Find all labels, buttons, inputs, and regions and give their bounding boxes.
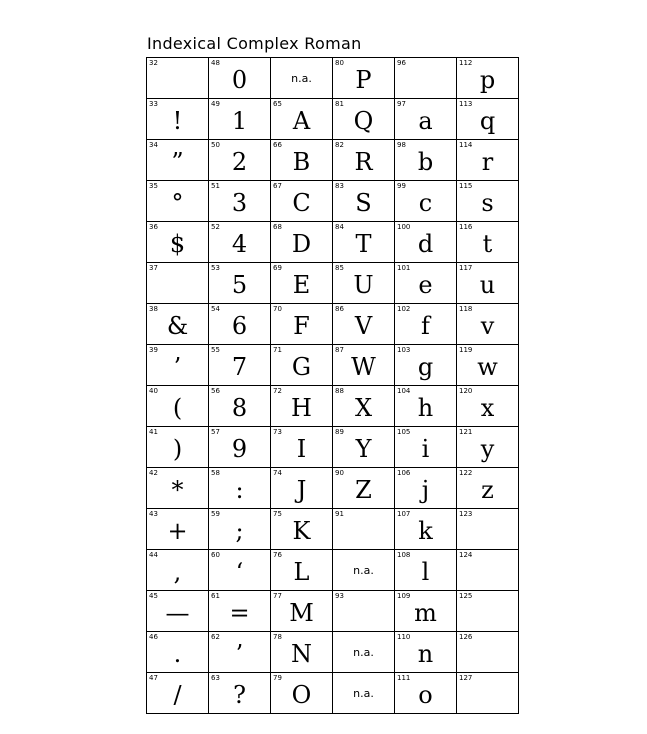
glyph: E xyxy=(292,271,311,299)
char-code: 39 xyxy=(149,346,158,354)
glyph: T xyxy=(355,230,372,258)
glyph: ’ xyxy=(235,640,244,668)
char-code: 124 xyxy=(459,551,473,559)
glyph-cell xyxy=(147,427,209,468)
glyph-cell xyxy=(457,99,519,140)
glyph-cell xyxy=(271,632,333,673)
glyph-cell xyxy=(271,263,333,304)
char-code: 84 xyxy=(335,223,344,231)
glyph-cell xyxy=(147,263,209,304)
glyph-cell xyxy=(333,386,395,427)
char-code: 63 xyxy=(211,674,220,682)
glyph-cell xyxy=(457,263,519,304)
glyph-cell xyxy=(147,509,209,550)
char-code: 99 xyxy=(397,182,406,190)
char-code: 116 xyxy=(459,223,473,231)
glyph: — xyxy=(165,599,190,627)
glyph-cell xyxy=(457,509,519,550)
char-code: 106 xyxy=(397,469,411,477)
glyph: D xyxy=(291,230,312,258)
glyph-cell xyxy=(395,673,457,714)
char-code: 81 xyxy=(335,100,344,108)
glyph: I xyxy=(296,435,307,463)
glyph-cell xyxy=(395,386,457,427)
glyph: 4 xyxy=(231,230,248,258)
char-code: 51 xyxy=(211,182,220,190)
glyph: * xyxy=(171,476,184,504)
glyph: 6 xyxy=(231,312,248,340)
glyph-cell xyxy=(271,509,333,550)
glyph-row xyxy=(147,345,519,386)
glyph: ’ xyxy=(173,353,182,381)
glyph-cell xyxy=(457,591,519,632)
char-code: 102 xyxy=(397,305,411,313)
glyph: ‘ xyxy=(235,558,244,586)
glyph: v xyxy=(480,312,495,340)
glyph-cell xyxy=(457,345,519,386)
glyph: & xyxy=(166,312,189,340)
char-code: 61 xyxy=(211,592,220,600)
glyph-cell xyxy=(457,632,519,673)
glyph-cell xyxy=(271,222,333,263)
char-code: 72 xyxy=(273,387,282,395)
glyph-cell xyxy=(333,591,395,632)
glyph-cell xyxy=(147,222,209,263)
glyph-cell xyxy=(209,509,271,550)
char-code: 70 xyxy=(273,305,282,313)
char-code: 49 xyxy=(211,100,220,108)
glyph-cell xyxy=(333,509,395,550)
glyph: y xyxy=(480,435,495,463)
glyph-cell xyxy=(209,99,271,140)
char-code: 62 xyxy=(211,633,220,641)
char-code: 114 xyxy=(459,141,473,149)
char-code: 73 xyxy=(273,428,282,436)
glyph: s xyxy=(481,189,494,217)
glyph-cell xyxy=(457,181,519,222)
glyph: g xyxy=(417,353,434,381)
char-code: 45 xyxy=(149,592,158,600)
glyph-cell xyxy=(271,591,333,632)
char-code: 54 xyxy=(211,305,220,313)
char-code: 113 xyxy=(459,100,473,108)
char-code: 111 xyxy=(397,674,411,682)
char-code: 117 xyxy=(459,264,473,272)
glyph: N xyxy=(291,640,312,668)
char-code: 55 xyxy=(211,346,220,354)
glyph-row xyxy=(147,427,519,468)
char-code: 82 xyxy=(335,141,344,149)
glyph: z xyxy=(481,476,494,504)
glyph: ; xyxy=(235,517,244,545)
glyph-cell xyxy=(395,140,457,181)
glyph-row xyxy=(147,58,519,99)
glyph-row xyxy=(147,591,519,632)
glyph-cell xyxy=(147,386,209,427)
glyph-cell xyxy=(395,99,457,140)
glyph-cell xyxy=(333,181,395,222)
glyph: S xyxy=(355,189,372,217)
glyph-cell xyxy=(271,181,333,222)
glyph-cell xyxy=(209,58,271,99)
char-code: 86 xyxy=(335,305,344,313)
glyph-cell xyxy=(147,99,209,140)
glyph-cell xyxy=(457,427,519,468)
glyph: . xyxy=(173,640,182,668)
glyph: 1 xyxy=(231,107,248,135)
glyph: h xyxy=(417,394,434,422)
glyph-cell xyxy=(209,468,271,509)
char-code: 115 xyxy=(459,182,473,190)
char-code: 60 xyxy=(211,551,220,559)
glyph-cell xyxy=(271,99,333,140)
glyph: X xyxy=(354,394,373,422)
char-code: 118 xyxy=(459,305,473,313)
char-code: 57 xyxy=(211,428,220,436)
char-code: 127 xyxy=(459,674,473,682)
glyph-cell xyxy=(395,304,457,345)
glyph: 5 xyxy=(231,271,248,299)
glyph-cell xyxy=(271,673,333,714)
glyph-row xyxy=(147,468,519,509)
char-code: 97 xyxy=(397,100,406,108)
char-code: 33 xyxy=(149,100,158,108)
char-code: 37 xyxy=(149,264,158,272)
glyph-cell xyxy=(395,427,457,468)
glyph-cell xyxy=(395,345,457,386)
char-code: 69 xyxy=(273,264,282,272)
glyph-cell xyxy=(271,140,333,181)
glyph: B xyxy=(292,148,311,176)
glyph-cell xyxy=(333,58,395,99)
glyph: K xyxy=(292,517,311,545)
glyph: ! xyxy=(172,107,183,135)
glyph: F xyxy=(293,312,310,340)
char-code: 35 xyxy=(149,182,158,190)
glyph-cell xyxy=(271,427,333,468)
glyph: J xyxy=(296,476,307,504)
glyph-cell xyxy=(209,222,271,263)
glyph-cell xyxy=(333,632,395,673)
glyph: R xyxy=(354,148,373,176)
char-code: 41 xyxy=(149,428,158,436)
glyph-cell xyxy=(395,181,457,222)
char-code: 56 xyxy=(211,387,220,395)
char-code: 100 xyxy=(397,223,411,231)
glyph: + xyxy=(167,517,188,545)
glyph-cell xyxy=(333,222,395,263)
glyph-cell xyxy=(333,427,395,468)
char-code: 90 xyxy=(335,469,344,477)
char-code: 125 xyxy=(459,592,473,600)
glyph: a xyxy=(418,107,433,135)
glyph-cell xyxy=(457,386,519,427)
glyph: C xyxy=(292,189,311,217)
glyph-cell xyxy=(209,550,271,591)
char-code: 36 xyxy=(149,223,158,231)
glyph-cell xyxy=(271,468,333,509)
glyph: 3 xyxy=(231,189,248,217)
glyph-row xyxy=(147,140,519,181)
glyph-cell xyxy=(457,550,519,591)
char-code: 67 xyxy=(273,182,282,190)
not-available-label: n.a. xyxy=(353,687,374,700)
glyph: L xyxy=(293,558,310,586)
glyph-cell xyxy=(209,181,271,222)
glyph: $ xyxy=(169,230,186,258)
glyph-row xyxy=(147,304,519,345)
glyph: = xyxy=(229,599,250,627)
glyph-cell xyxy=(209,632,271,673)
char-code: 91 xyxy=(335,510,344,518)
glyph-cell xyxy=(333,99,395,140)
glyph-row xyxy=(147,222,519,263)
glyph-cell xyxy=(395,509,457,550)
glyph: 2 xyxy=(231,148,248,176)
glyph-cell xyxy=(395,58,457,99)
glyph-row xyxy=(147,263,519,304)
glyph: M xyxy=(289,599,314,627)
glyph-cell xyxy=(457,140,519,181)
glyph-cell xyxy=(271,304,333,345)
char-code: 46 xyxy=(149,633,158,641)
glyph: r xyxy=(481,148,494,176)
char-code: 93 xyxy=(335,592,344,600)
char-code: 40 xyxy=(149,387,158,395)
glyph: Z xyxy=(355,476,372,504)
glyph: U xyxy=(353,271,374,299)
char-code: 78 xyxy=(273,633,282,641)
char-code: 76 xyxy=(273,551,282,559)
glyph-cell xyxy=(147,550,209,591)
char-code: 79 xyxy=(273,674,282,682)
not-available-label: n.a. xyxy=(291,72,312,85)
glyph-cell xyxy=(271,58,333,99)
glyph: Y xyxy=(355,435,372,463)
char-code: 88 xyxy=(335,387,344,395)
char-code: 47 xyxy=(149,674,158,682)
glyph-cell xyxy=(395,222,457,263)
glyph: 9 xyxy=(231,435,248,463)
glyph: i xyxy=(421,435,430,463)
char-code: 53 xyxy=(211,264,220,272)
glyph-cell xyxy=(147,468,209,509)
char-code: 38 xyxy=(149,305,158,313)
glyph: b xyxy=(417,148,434,176)
page-title: Indexical Complex Roman xyxy=(147,34,362,53)
glyph: o xyxy=(418,681,433,709)
char-code: 122 xyxy=(459,469,473,477)
char-code: 89 xyxy=(335,428,344,436)
glyph: P xyxy=(355,66,372,94)
char-code: 96 xyxy=(397,59,406,67)
char-code: 58 xyxy=(211,469,220,477)
glyph: W xyxy=(351,353,376,381)
glyph-cell xyxy=(209,263,271,304)
glyph-cell xyxy=(395,263,457,304)
glyph: ( xyxy=(172,394,183,422)
glyph-cell xyxy=(147,140,209,181)
char-code: 65 xyxy=(273,100,282,108)
glyph: H xyxy=(291,394,312,422)
glyph: d xyxy=(417,230,434,258)
glyph-cell xyxy=(333,468,395,509)
glyph: ) xyxy=(172,435,183,463)
char-code: 121 xyxy=(459,428,473,436)
glyph-row xyxy=(147,632,519,673)
char-code: 120 xyxy=(459,387,473,395)
glyph: x xyxy=(480,394,495,422)
glyph: l xyxy=(421,558,430,586)
glyph-cell xyxy=(333,304,395,345)
glyph-cell xyxy=(271,550,333,591)
glyph-cell xyxy=(209,427,271,468)
glyph: A xyxy=(292,107,311,135)
glyph: 0 xyxy=(231,66,248,94)
glyph: O xyxy=(291,681,312,709)
char-code: 85 xyxy=(335,264,344,272)
glyph-cell xyxy=(147,591,209,632)
char-code: 68 xyxy=(273,223,282,231)
glyph-cell xyxy=(395,632,457,673)
char-code: 119 xyxy=(459,346,473,354)
glyph-row xyxy=(147,181,519,222)
not-available-label: n.a. xyxy=(353,564,374,577)
glyph-cell xyxy=(457,304,519,345)
glyph: k xyxy=(418,517,433,545)
glyph-cell xyxy=(457,58,519,99)
glyph-cell xyxy=(271,386,333,427)
glyph: Q xyxy=(353,107,374,135)
char-code: 107 xyxy=(397,510,411,518)
char-code: 126 xyxy=(459,633,473,641)
glyph-cell xyxy=(395,591,457,632)
glyph-cell xyxy=(147,673,209,714)
glyph-cell xyxy=(209,304,271,345)
glyph: ? xyxy=(233,681,246,709)
char-code: 77 xyxy=(273,592,282,600)
glyph: t xyxy=(482,230,493,258)
char-code: 75 xyxy=(273,510,282,518)
glyph: c xyxy=(418,189,433,217)
char-code: 34 xyxy=(149,141,158,149)
char-code: 98 xyxy=(397,141,406,149)
char-code: 83 xyxy=(335,182,344,190)
glyph-row xyxy=(147,509,519,550)
glyph: q xyxy=(479,107,496,135)
char-code: 110 xyxy=(397,633,411,641)
glyph: G xyxy=(291,353,312,381)
glyph-cell xyxy=(271,345,333,386)
char-code: 103 xyxy=(397,346,411,354)
char-code: 59 xyxy=(211,510,220,518)
glyph-cell xyxy=(457,222,519,263)
glyph-cell xyxy=(395,468,457,509)
char-code: 123 xyxy=(459,510,473,518)
glyph-row xyxy=(147,550,519,591)
glyph-cell xyxy=(147,181,209,222)
glyph-cell xyxy=(333,345,395,386)
glyph-row xyxy=(147,99,519,140)
glyph-cell xyxy=(209,673,271,714)
char-code: 48 xyxy=(211,59,220,67)
glyph-row xyxy=(147,386,519,427)
char-code: 101 xyxy=(397,264,411,272)
glyph-cell xyxy=(333,673,395,714)
glyph: w xyxy=(477,353,498,381)
char-code: 43 xyxy=(149,510,158,518)
glyph-cell xyxy=(147,345,209,386)
glyph: V xyxy=(354,312,373,340)
glyph: f xyxy=(421,312,430,340)
glyph: : xyxy=(235,476,244,504)
glyph-cell xyxy=(333,263,395,304)
glyph-cell xyxy=(209,386,271,427)
glyph-row xyxy=(147,673,519,714)
glyph: u xyxy=(479,271,496,299)
char-code: 66 xyxy=(273,141,282,149)
char-code: 112 xyxy=(459,59,473,67)
glyph-cell xyxy=(147,632,209,673)
glyph-cell xyxy=(209,345,271,386)
glyph: p xyxy=(479,66,496,94)
char-code: 50 xyxy=(211,141,220,149)
char-code: 71 xyxy=(273,346,282,354)
glyph-cell xyxy=(147,58,209,99)
glyph: ” xyxy=(171,148,184,176)
glyph-cell xyxy=(457,673,519,714)
glyph: 8 xyxy=(231,394,248,422)
glyph: 7 xyxy=(231,353,248,381)
char-code: 87 xyxy=(335,346,344,354)
glyph-cell xyxy=(395,550,457,591)
glyph-cell xyxy=(333,140,395,181)
glyph: m xyxy=(414,599,437,627)
char-code: 42 xyxy=(149,469,158,477)
char-code: 32 xyxy=(149,59,158,67)
glyph-cell xyxy=(333,550,395,591)
char-code: 104 xyxy=(397,387,411,395)
char-code: 108 xyxy=(397,551,411,559)
glyph-cell xyxy=(457,468,519,509)
glyph: ° xyxy=(171,189,184,217)
char-code: 80 xyxy=(335,59,344,67)
char-code: 74 xyxy=(273,469,282,477)
glyph: , xyxy=(173,558,182,586)
char-code: 105 xyxy=(397,428,411,436)
glyph: n xyxy=(417,640,434,668)
glyph: j xyxy=(421,476,430,504)
glyph-table xyxy=(146,57,519,714)
glyph-cell xyxy=(209,591,271,632)
not-available-label: n.a. xyxy=(353,646,374,659)
char-code: 109 xyxy=(397,592,411,600)
char-code: 52 xyxy=(211,223,220,231)
glyph: e xyxy=(418,271,433,299)
glyph-cell xyxy=(147,304,209,345)
glyph: / xyxy=(173,681,182,709)
glyph-cell xyxy=(209,140,271,181)
char-code: 44 xyxy=(149,551,158,559)
